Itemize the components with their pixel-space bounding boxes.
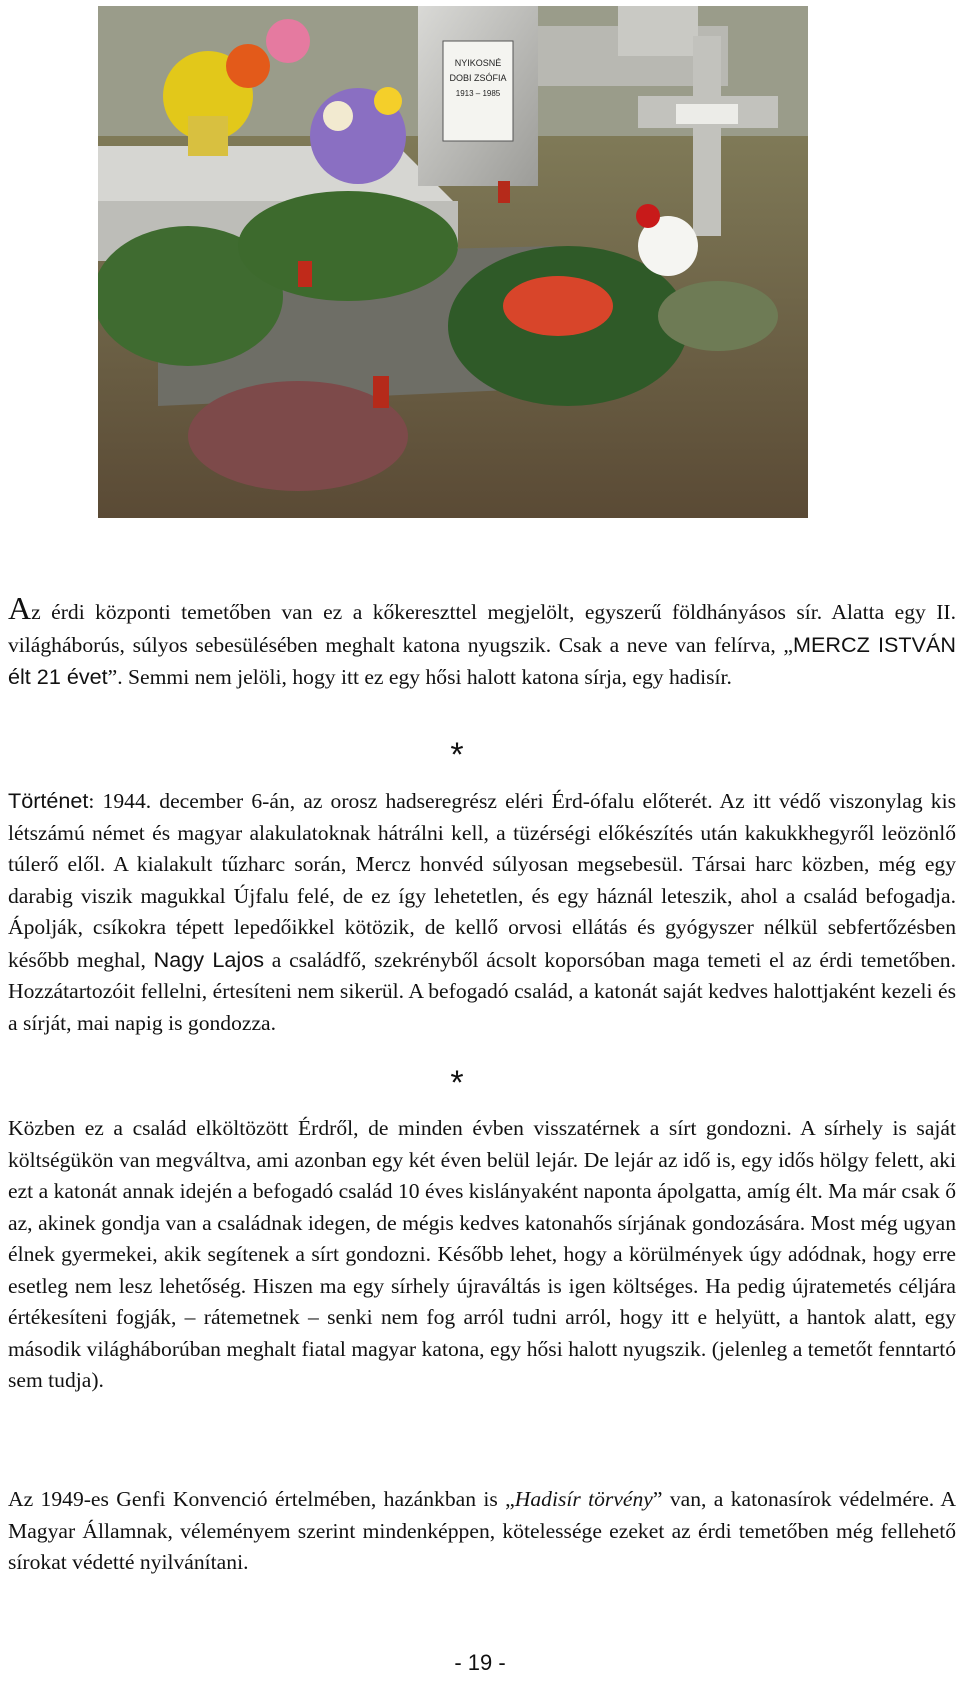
red-roses [636, 204, 660, 228]
aftermath-paragraph [8, 1113, 956, 1397]
intro-paragraph [8, 590, 956, 694]
cross-plaque [676, 104, 738, 124]
story-paragraph [8, 785, 956, 1039]
convention-paragraph [8, 1484, 956, 1579]
stone-cross-post [693, 36, 721, 236]
white-blooms [323, 101, 353, 131]
convention-text-end: ” van, a katonasírok védelmére. A Magyar Államnak, véleményem szerint mindenképpen, kötelessége ezeket az érdi temetőben még fellehető sírokat védetté nyilvánítani. [8, 1487, 956, 1574]
story-text-start: 1944. december 6-án, az orosz hadseregrész eléri Érd-ófalu előterét. Az itt védő viszonylag kis létszámú német és magyar alakulatoknak hátrálni kell, a tüzérségi előkészítés után kakukkhegyről leözönlő túlerő elől. A kialakult tűzharc során, Mercz honvéd súlyosan megsebesül. Társai harc közben, még egy darabig viszik magukkal Újfalu felé, de ez így lehetetlen, és egy háznál leteszik, ahol a család befogadja. Ápolják, csíkokra tépett lepedőikkel kötözik, de kellő orvosi ellátás és gyógyszer nélkül sebfertőzésben később meghal, [8, 789, 956, 972]
orange-flowers [226, 44, 270, 88]
story-label: Történet [8, 788, 89, 813]
war-grave-law-name: Hadisír törvény [514, 1487, 653, 1511]
candle-small [298, 261, 312, 287]
story-label-colon: : [88, 789, 95, 813]
yellow-blooms [374, 87, 402, 115]
right-plant [658, 281, 778, 351]
intro-text-start: z érdi központi temetőben van ez a kőkereszttel megjelölt, egyszerű földhányásos sír. Alatta egy II. világháborús, súlyos sebesülésében meghalt katona nyugszik. Csak a neve van felírva, „ [8, 600, 956, 657]
grave-inscription: MERCZ ISTVÁN élt 21 évet [8, 631, 956, 689]
intro-text-end: ”. Semmi nem jelöli, hogy itt ez egy hősi halott katona sírja, egy hadisír. [107, 665, 732, 689]
grave-photo-illustration [98, 6, 808, 518]
plaque-line-2: DOBI ZSÓFIA [449, 73, 507, 83]
middle-plants [238, 191, 458, 301]
yellow-pot [188, 116, 228, 156]
distant-cross [618, 6, 698, 56]
story-text-end: a családfő, szekrényből ácsolt koporsóban maga temeti el az érdi temetőben. Hozzátartozóit fellelni, értesíteni nem sikerül. A befogadó család, a katonát saját kedves halottjaként kezeli és a sírját, mai napig is gondozza. [8, 947, 956, 1035]
page-number: - 19 - [454, 1650, 506, 1675]
red-wreath-flowers [503, 276, 613, 336]
separator-asterisk-2: * [450, 1064, 464, 1102]
aftermath-text: Közben ez a család elköltözött Érdről, de minden évben visszatérnek a sírt gondozni. A sírhely is saját költségükön van megváltva, ami azonban egy két éven belül lejár. De lejár az idő is, egy idős hölgy felett, aki ezt a katonát annak idején a befogadó család 10 éves kislányaként naponta ápolgatta, amíg élt. Ma már csak ő az, akinek gondja van a családnak idegen, de mégis kedves katonahős sírjának gondozására. Most még ugyan élnek gyermekei, akik segítenek a sírt gondozni. Később lehet, hogy a körülmények úgy adódnak, hogy erre esetleg nem lesz lehetőség. Hiszen ma egy sírhely újraváltás is igen költséges. Ha pedig újratemetés céljára értékesíteni fogják, – rátemetnek – senki nem fog arról tudni arról, hogy itt e helyütt, a hantok alatt, egy második világháborúban meghalt fiatal magyar katona, egy hősi halott nyugszik. (jelenleg a temetőt fenntartó sem tudja). [8, 1116, 956, 1392]
candle [373, 376, 389, 408]
plaque-line-1: NYIKOSNÉ [454, 58, 502, 68]
family-head-name: Nagy Lajos [153, 946, 265, 972]
grave-photo [98, 6, 808, 518]
separator-asterisk-1: * [450, 736, 464, 774]
convention-text-start: Az 1949-es Genfi Konvenció értelmében, hazánkban is „ [8, 1487, 515, 1511]
candle-headstone [498, 181, 510, 203]
plaque-line-3: 1913 – 1985 [455, 89, 501, 98]
grave-slab [98, 146, 458, 206]
drop-cap: A [8, 590, 32, 626]
pink-flowers [266, 19, 310, 63]
